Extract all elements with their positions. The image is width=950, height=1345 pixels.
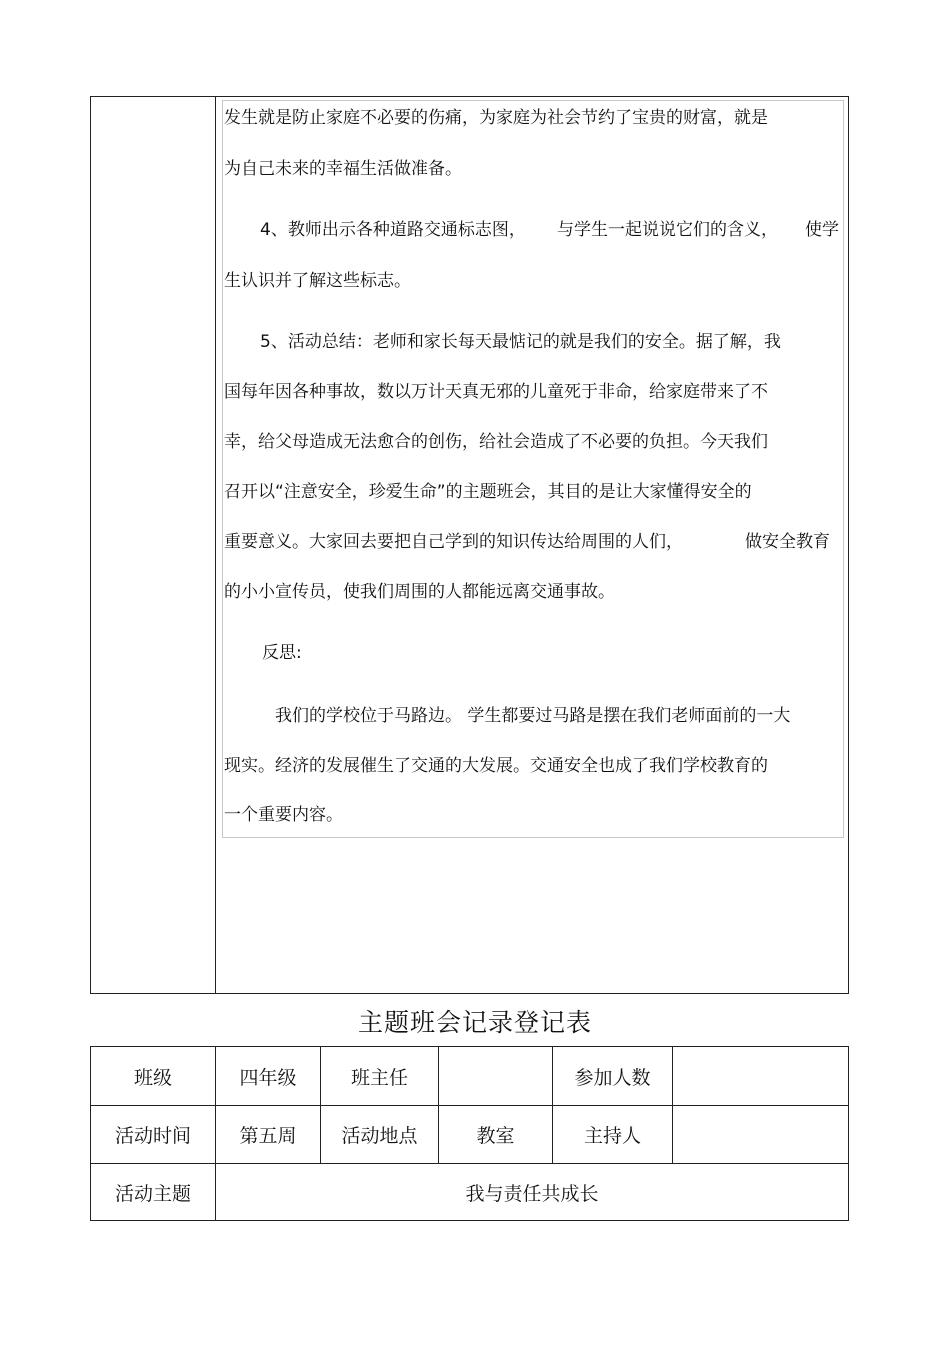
time-value: 第五周 bbox=[216, 1106, 321, 1164]
text-line: 5、活动总结：老师和家长每天最惦记的就是我们的安全。据了解，我 bbox=[260, 332, 781, 352]
registration-table bbox=[90, 1046, 849, 1221]
text-line: 4、教师出示各种道路交通标志图， bbox=[260, 220, 526, 240]
time-label: 活动时间 bbox=[91, 1106, 216, 1164]
class-value: 四年级 bbox=[216, 1047, 321, 1106]
attendance-label: 参加人数 bbox=[553, 1047, 673, 1106]
text-line: 反思: bbox=[262, 643, 302, 663]
continuation-label-cell bbox=[90, 96, 216, 994]
form-title: 主题班会记录登记表 bbox=[357, 1008, 592, 1037]
text-line: 一个重要内容。 bbox=[224, 805, 343, 825]
text-line: 我们的学校位于马路边。 学生都要过马路是摆在我们老师面前的一大 bbox=[275, 706, 791, 726]
text-line: 召开以“注意安全，珍爱生命”的主题班会，其目的是让大家懂得安全的 bbox=[224, 482, 752, 502]
content-frame bbox=[222, 100, 844, 838]
theme-label: 活动主题 bbox=[91, 1164, 216, 1221]
text-line: 做安全教育 bbox=[745, 532, 830, 552]
teacher-value bbox=[439, 1047, 553, 1106]
theme-value: 我与责任共成长 bbox=[216, 1164, 849, 1221]
host-label: 主持人 bbox=[553, 1106, 673, 1164]
host-value bbox=[673, 1106, 849, 1164]
place-label: 活动地点 bbox=[321, 1106, 439, 1164]
text-line: 重要意义。大家回去要把自己学到的知识传达给周围的人们， bbox=[224, 532, 683, 552]
text-line: 为自己未来的幸福生活做准备。 bbox=[224, 159, 462, 179]
text-line: 幸，给父母造成无法愈合的创伤，给社会造成了不必要的负担。今天我们 bbox=[224, 432, 768, 452]
text-line: 与学生一起说说它们的含义， bbox=[557, 220, 778, 240]
text-line: 使学 bbox=[805, 220, 839, 240]
class-label: 班级 bbox=[91, 1047, 216, 1106]
place-value: 教室 bbox=[439, 1106, 553, 1164]
text-line: 现实。经济的发展催生了交通的大发展。交通安全也成了我们学校教育的 bbox=[224, 756, 768, 776]
text-line: 国每年因各种事故，数以万计天真无邪的儿童死于非命，给家庭带来了不 bbox=[224, 382, 768, 402]
text-line: 生认识并了解这些标志。 bbox=[224, 271, 411, 291]
text-line: 发生就是防止家庭不必要的伤痛，为家庭为社会节约了宝贵的财富，就是 bbox=[224, 108, 768, 128]
attendance-value bbox=[673, 1047, 849, 1106]
text-line: 的小小宣传员，使我们周围的人都能远离交通事故。 bbox=[224, 582, 615, 602]
teacher-label: 班主任 bbox=[321, 1047, 439, 1106]
